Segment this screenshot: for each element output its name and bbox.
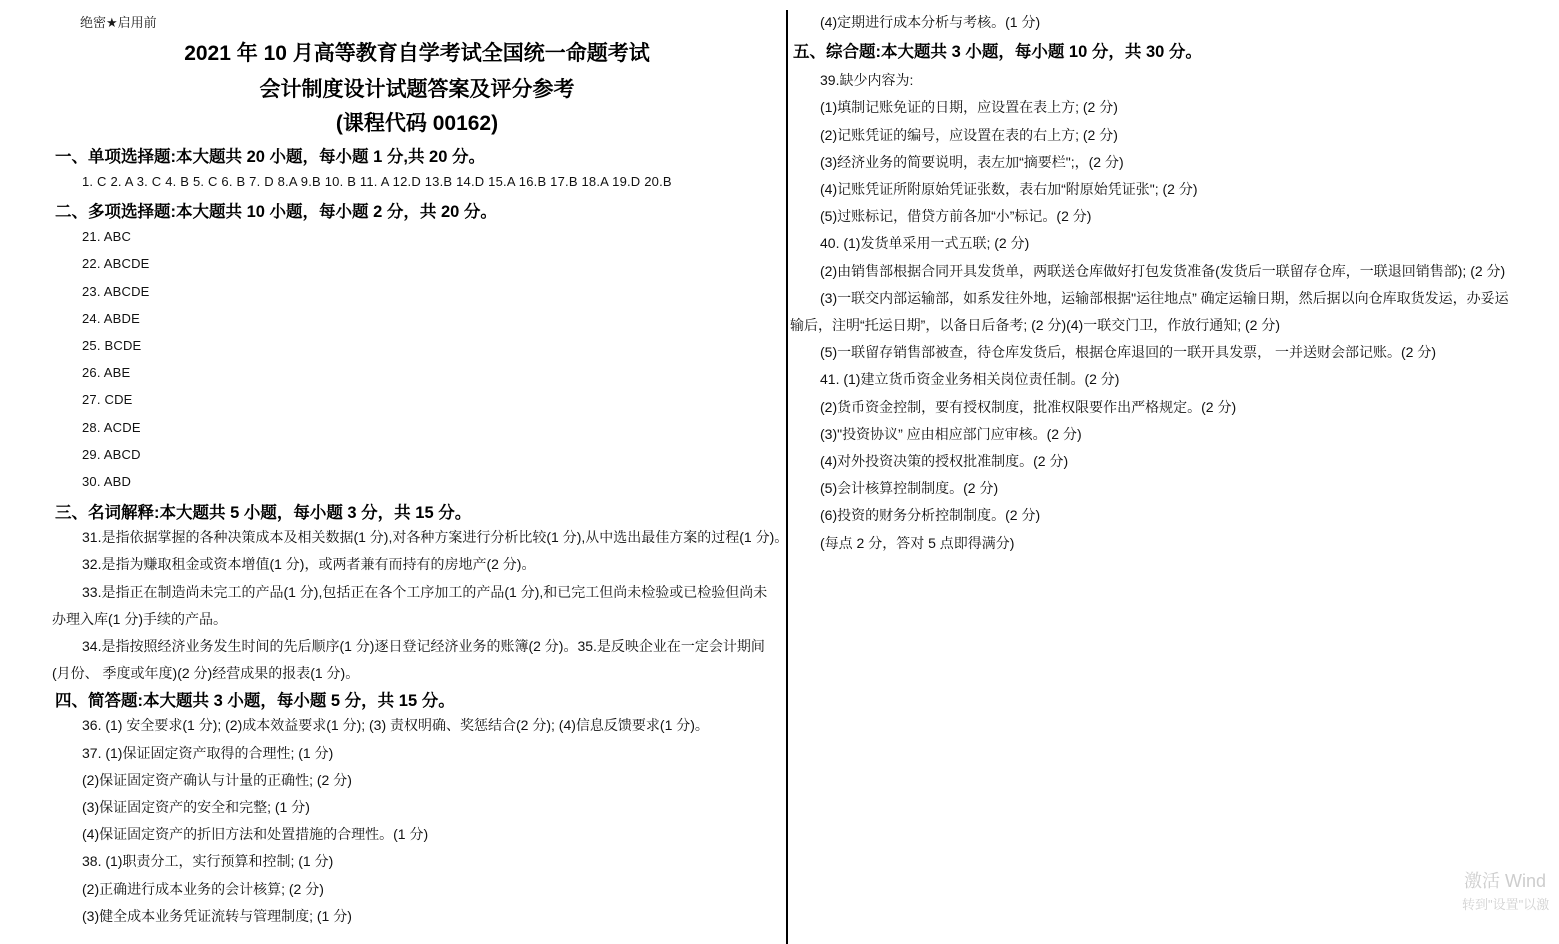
answer-line: (3)保证固定资产的安全和完整; (1 分) (82, 799, 310, 816)
answer-line: (3)"投资协议” 应由相应部门应审核。(2 分) (820, 425, 1082, 442)
answer-line: 22. ABCDE (82, 256, 150, 272)
answer-line: 33.是指正在制造尚未完工的产品(1 分),包括正在各个工序加工的产品(1 分),和已完工但尚未检验或已检验但尚未 (82, 583, 768, 600)
right-sections (790, 0, 1550, 557)
answer-line: 21. ABC (82, 229, 132, 245)
section-heading: 四、简答题:本大题共 3 小题，每小题 5 分，共 15 分。 (55, 692, 455, 711)
answer-line: (2)保证固定资产确认与计量的正确性; (2 分) (82, 771, 352, 788)
answer-line: (每点 2 分，答对 5 点即得满分) (820, 534, 1015, 551)
answer-line: 输后，注明“托运日期”，以备日后备考; (2 分)(4)一联交门卫，作放行通知; (2 分) (790, 317, 1280, 334)
course-code: (课程代码 00162) (335, 112, 499, 135)
answer-line: (4)定期进行成本分析与考核。(1 分) (820, 14, 1041, 30)
answer-line: (3)健全成本业务凭证流转与管理制度; (1 分) (82, 907, 352, 924)
paper-title: 会计制度设计试题答案及评分参考 (259, 78, 575, 101)
section-heading: 五、综合题:本大题共 3 小题，每小题 10 分，共 30 分。 (793, 43, 1202, 62)
answer-line: (4)对外投资决策的授权批准制度。(2 分) (820, 453, 1069, 470)
answer-line: 32.是指为赚取租金或资本增值(1 分)，或两者兼有而持有的房地产(2 分)。 (82, 556, 536, 573)
answer-line: (4)保证固定资产的折旧方法和处置措施的合理性。(1 分) (82, 826, 429, 843)
left-column (52, 0, 789, 930)
answer-line: (月份、 季度或年度)(2 分)经营成果的报表(1 分)。 (52, 665, 360, 682)
answer-line: 28. ACDE (82, 419, 141, 435)
answer-line: (2)货币资金控制，要有授权制度，批准权限要作出严格规定。(2 分) (820, 398, 1237, 415)
windows-activation-watermark (1464, 870, 1549, 913)
column-divider (786, 10, 788, 944)
answer-line: (6)投资的财务分析控制制度。(2 分) (820, 507, 1041, 524)
answer-line: 办理入库(1 分)手续的产品。 (52, 610, 227, 627)
answer-line: 24. ABDE (82, 310, 140, 326)
answer-line: (3)经济业务的简要说明，表左加“摘要栏";，(2 分) (820, 153, 1124, 170)
answer-line: (1)填制记账免证的日期，应设置在表上方; (2 分) (820, 99, 1118, 116)
right-column (790, 0, 1550, 557)
answer-line: 37. (1)保证固定资产取得的合理性; (1 分) (82, 744, 334, 761)
left-sections (52, 147, 789, 930)
answer-line: 34.是指按照经济业务发生时间的先后顺序(1 分)逐日登记经济业务的账簿(2 分)。35.是反映企业在一定会计期间 (82, 638, 765, 655)
watermark-line1: 激活 Wind (1464, 871, 1547, 891)
answer-line: 25. BCDE (82, 338, 142, 354)
answer-line: 27. CDE (82, 392, 133, 408)
section-heading: 三、名词解释:本大题共 5 小题，每小题 3 分，共 15 分。 (55, 504, 472, 523)
answer-line: 41. (1)建立货币资金业务相关岗位责任制。(2 分) (820, 371, 1120, 388)
answer-line: (2)由销售部根据合同开具发货单，两联送仓库做好打包发货准备(发货后一联留存仓库，一联退回销售部); (2 分) (820, 262, 1506, 279)
classification-label: 绝密★启用前 (80, 15, 157, 30)
answer-line: (5)一联留存销售部被查，待仓库发货后，根据仓库退回的一联开具发票， 一并送财会部记账。(2 分) (820, 344, 1436, 361)
section-heading: 一、单项选择题:本大题共 20 小题，每小题 1 分,共 20 分。 (55, 148, 485, 166)
answer-line: (2)记账凭证的编号，应设置在表的右上方; (2 分) (820, 126, 1118, 143)
answer-line: 23. ABCDE (82, 283, 150, 299)
answer-line: 39.缺少内容为: (820, 72, 914, 89)
answer-line: (2)正确进行成本业务的会计核算; (2 分) (82, 880, 324, 897)
answer-line: 30. ABD (82, 474, 132, 490)
section-heading: 二、多项选择题:本大题共 10 小题，每小题 2 分，共 20 分。 (55, 203, 497, 222)
answer-line: 29. ABCD (82, 446, 141, 462)
answer-line: (3)一联交内部运输部，如系发往外地，运输部根据"运往地点” 确定运输日期，然后据以向仓库取货发运，办妥运 (820, 289, 1509, 306)
answer-line: 1. C 2. A 3. C 4. B 5. C 6. B 7. D 8.A 9.B 10. B 11. A 12.D 13.B 14.D 15.A 16.B 17.B 18.A 19.D 20.B (82, 174, 672, 189)
watermark-line2: 转到"设置"以激 (1462, 897, 1550, 912)
answer-line: (5)会计核算控制制度。(2 分) (820, 480, 999, 497)
answer-line: (5)过账标记，借贷方前各加“小”标记。(2 分) (820, 208, 1092, 225)
answer-line: 26. ABE (82, 365, 131, 381)
answer-line: (4)记账凭证所附原始凭证张数，表右加“附原始凭证张"; (2 分) (820, 181, 1198, 198)
answer-line: 36. (1) 安全要求(1 分); (2)成本效益要求(1 分); (3) 责权明确、奖惩结合(2 分); (4)信息反馈要求(1 分)。 (82, 717, 709, 734)
answer-line: 38. (1)职责分工，实行预算和控制; (1 分) (82, 853, 334, 870)
exam-title: 2021 年 10 月高等教育自学考试全国统一命题考试 (184, 42, 650, 65)
answer-line: 31.是指依据掌握的各种决策成本及相关数据(1 分),对各种方案进行分析比较(1 分),从中选出最佳方案的过程(1 分)。 (82, 529, 789, 546)
answer-line: 40. (1)发货单采用一式五联; (2 分) (820, 235, 1030, 252)
